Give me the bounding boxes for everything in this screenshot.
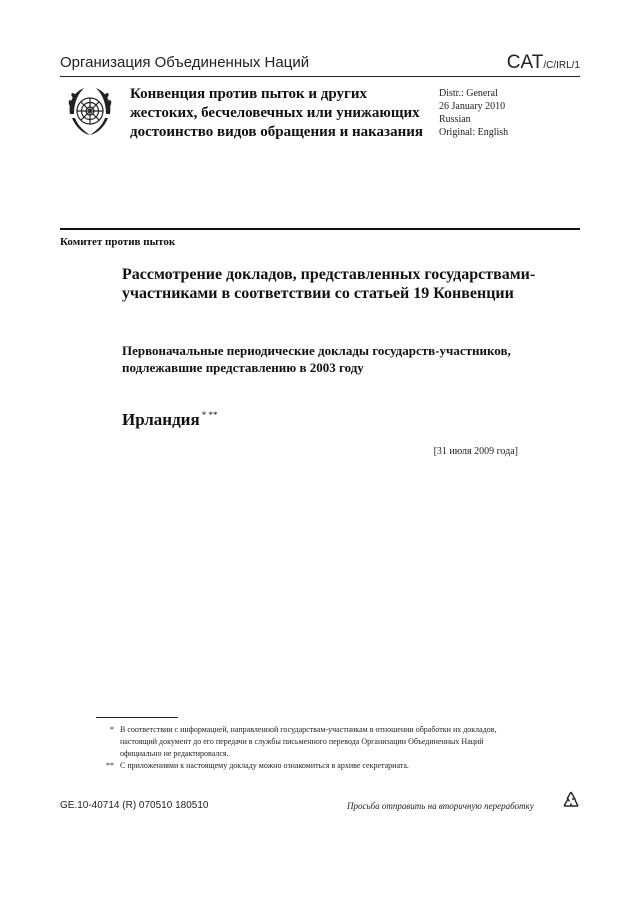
footnote <box>100 724 520 760</box>
sub-heading: Первоначальные периодические доклады государств-участников, подлежавшие представлению в 2003 году <box>122 343 511 375</box>
symbol-main: CAT <box>506 52 544 73</box>
distr-line: Distr.: General <box>439 88 498 99</box>
header-rule <box>60 76 580 77</box>
distr-original: Original: English <box>439 127 509 138</box>
document-symbol <box>507 52 580 74</box>
received-date: [31 июля 2009 года] <box>433 446 518 457</box>
distr-date: 26 January 2010 <box>439 101 506 112</box>
main-heading: Рассмотрение докладов, представленных государствами-участниками в соответствии со статьей 19 Конвенции <box>122 266 536 302</box>
country-name: Ирландия <box>122 410 200 429</box>
country-heading <box>122 410 217 430</box>
footnote-text: С приложениями к настоящему докладу можно ознакомиться в архиве секретариата. <box>120 761 409 770</box>
recycle-icon <box>560 789 582 811</box>
title-rule <box>60 228 580 230</box>
distr-language: Russian <box>439 114 471 125</box>
footnote-marks: * ** <box>201 410 218 421</box>
distribution-block <box>439 87 508 139</box>
job-number: GE.10-40714 (R) 070510 180510 <box>60 800 209 811</box>
convention-title: Конвенция против пыток и других жестоких, бесчеловечных или унижающих достоинство видов обращения и наказания <box>130 86 423 140</box>
organization-name: Организация Объединенных Наций <box>60 54 310 71</box>
symbol-suffix: /C/IRL/1 <box>543 60 580 71</box>
recycle-text: Просьба отправить на вторичную переработку <box>347 801 534 811</box>
committee-name: Комитет против пыток <box>60 236 176 248</box>
footnote-mark: * <box>110 725 114 734</box>
un-emblem-icon <box>62 84 118 140</box>
footnote <box>100 760 520 772</box>
footnote-mark: ** <box>106 761 114 770</box>
footnote-text: В соответствии с информацией, направленной государствам-участникам в отношении обработки их докладов, настоящий документ до его передачи в службы письменного перевода Организации Объединенных Наций официально не редактировался. <box>120 725 497 758</box>
footnotes <box>100 724 520 772</box>
footnote-rule <box>96 717 178 718</box>
